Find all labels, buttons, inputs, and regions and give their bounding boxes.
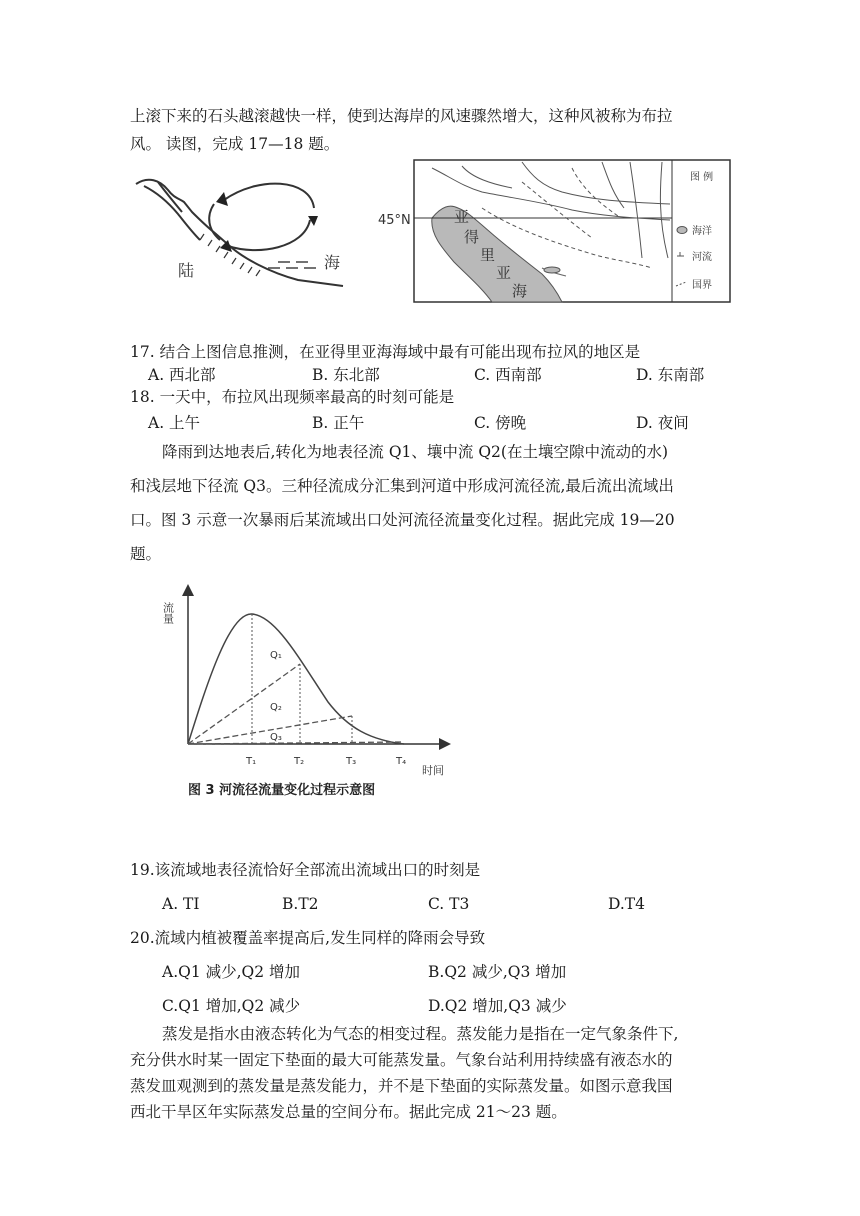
- legend-border: 国界: [692, 280, 712, 291]
- figure-3-runoff-diagram: [160, 580, 460, 802]
- figure-3-caption: 图 3 河流径流量变化过程示意图: [188, 783, 376, 798]
- q17-option-d: D. 东南部: [636, 366, 705, 384]
- para3-line-4: 西北干旱区年实际蒸发总量的空间分布。据此完成 21～23 题。: [130, 1103, 567, 1121]
- legend-river: 河流: [692, 252, 712, 263]
- q20-option-d: D.Q2 增加,Q3 减少: [428, 997, 567, 1015]
- q18-option-c: C. 傍晚: [474, 414, 527, 432]
- legend-title: 图 例: [690, 172, 714, 183]
- q17-option-b: B. 东北部: [312, 366, 380, 384]
- q19-stem: 19.该流域地表径流恰好全部流出流域出口的时刻是: [130, 861, 481, 879]
- q2-label: Q₂: [270, 702, 282, 713]
- q19-option-b: B.T2: [282, 895, 319, 913]
- sea-label: 海: [324, 253, 341, 272]
- legend-ocean: 海洋: [692, 226, 712, 237]
- tick-t4: T₄: [396, 756, 407, 767]
- para3-line-1: 蒸发是指水由液态转化为气态的相变过程。蒸发能力是指在一定气象条件下,: [162, 1025, 679, 1043]
- sea-char-5: 海: [512, 282, 528, 300]
- x-axis-label: 时间: [422, 764, 444, 777]
- para2-line-1: 降雨到达地表后,转化为地表径流 Q1、壤中流 Q2(在土壤空隙中流动的水): [162, 443, 669, 461]
- bora-wind-sketch: [128, 168, 350, 298]
- para2-line-2: 和浅层地下径流 Q3。三种径流成分汇集到河道中形成河流径流,最后流出流域出: [130, 477, 674, 495]
- para3-line-2: 充分供水时某一固定下垫面的最大可能蒸发量。气象台站利用持续盛有液态水的: [130, 1051, 673, 1069]
- q20-option-b: B.Q2 减少,Q3 增加: [428, 963, 567, 981]
- q19-option-c: C. T3: [428, 895, 470, 913]
- q18-stem: 18. 一天中，布拉风出现频率最高的时刻可能是: [130, 388, 455, 406]
- para3-line-3: 蒸发皿观测到的蒸发量是蒸发能力，并不是下垫面的实际蒸发量。如图示意我国: [130, 1077, 673, 1095]
- sea-char-1: 亚: [454, 208, 470, 226]
- sea-char-2: 得: [464, 228, 480, 246]
- q3-label: Q₃: [270, 732, 282, 743]
- q20-stem: 20.流域内植被覆盖率提高后,发生同样的降雨会导致: [130, 929, 486, 947]
- q17-option-c: C. 西南部: [474, 366, 542, 384]
- intro-line-1: 上滚下来的石头越滚越快一样，使到达海岸的风速骤然增大，这种风被称为布拉: [130, 107, 673, 125]
- tick-t2: T₂: [294, 756, 305, 767]
- q1-label: Q₁: [270, 650, 282, 661]
- latitude-label: 45°N: [378, 213, 411, 228]
- tick-t1: T₁: [246, 756, 257, 767]
- q18-option-b: B. 正午: [312, 414, 365, 432]
- q17-option-a: A. 西北部: [148, 366, 216, 384]
- q20-option-c: C.Q1 增加,Q2 减少: [162, 997, 301, 1015]
- tick-t3: T₃: [346, 756, 357, 767]
- land-label: 陆: [178, 261, 195, 280]
- q1-separation-line: [188, 664, 300, 744]
- sea-char-4: 亚: [496, 264, 512, 282]
- adriatic-map: [372, 158, 734, 304]
- para2-line-4: 题。: [130, 545, 162, 563]
- para2-line-3: 口。图 3 示意一次暴雨后某流域出口处河流径流量变化过程。据此完成 19—20: [130, 511, 675, 529]
- q18-option-a: A. 上午: [148, 414, 201, 432]
- hydrograph-curve: [188, 614, 404, 744]
- ocean-legend-icon: [677, 227, 687, 234]
- q19-option-a: A. TI: [162, 895, 200, 913]
- intro-line-2: 风。 读图，完成 17—18 题。: [130, 135, 340, 153]
- q20-option-a: A.Q1 减少,Q2 增加: [162, 963, 301, 981]
- y-axis-label: 流量: [161, 602, 175, 624]
- q17-stem: 17. 结合上图信息推测，在亚得里亚海海域中最有可能出现布拉风的地区是: [130, 343, 641, 361]
- sea-char-3: 里: [480, 246, 496, 264]
- q18-option-d: D. 夜间: [636, 414, 689, 432]
- q19-option-d: D.T4: [608, 895, 646, 913]
